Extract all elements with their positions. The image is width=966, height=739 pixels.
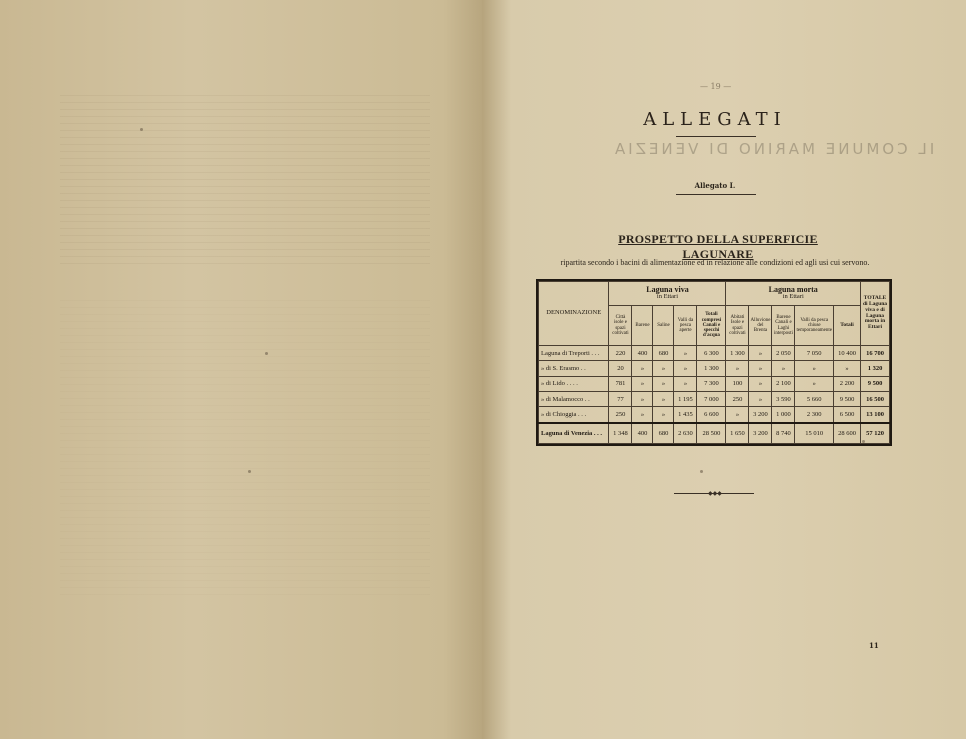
morta-cell: 2 300 [795,407,834,423]
table-row [539,392,890,407]
viva-cell: » [653,361,674,376]
morta-cell: 10 400 [834,346,861,361]
viva-cell: » [653,376,674,391]
table-subheading: ripartita secondo i bacini di alimentazione ed in relazione alle condizioni ed agli usi cui servono. [560,258,870,267]
paper-spot [700,470,703,473]
table-row [539,346,890,361]
morta-cell: 100 [726,376,749,391]
header-col: Totali compresi Canali e specchi d'acqua [697,306,726,346]
total-cell: 1 320 [861,361,890,376]
header-totale: TOTALE di Laguna viva e di Laguna morta in Ettari [861,282,890,346]
morta-cell: » [795,376,834,391]
viva-cell: 680 [653,346,674,361]
table-row [539,361,890,376]
morta-cell: 3 200 [749,423,772,444]
viva-cell: » [632,407,653,423]
viva-cell: » [632,392,653,407]
paper-spot [248,470,251,473]
viva-cell: 6 300 [697,346,726,361]
header-col: Valli da pesca chiuse temporaneamente [795,306,834,346]
table-heading: PROSPETTO DELLA SUPERFICIE LAGUNARE [618,232,818,261]
paper-spot [140,128,143,131]
viva-cell: 6 600 [697,407,726,423]
ornament-center: ◆◆◆ [708,490,722,497]
morta-cell: 2 050 [772,346,795,361]
header-denominazione: DENOMINAZIONE [539,282,609,346]
viva-cell: » [653,392,674,407]
viva-cell: 7 000 [697,392,726,407]
viva-cell: 2 630 [674,423,697,444]
left-page [0,0,482,739]
morta-cell: » [749,376,772,391]
surface-table [536,279,892,446]
total-cell: 13 100 [861,407,890,423]
paper-spot [862,440,865,443]
morta-cell: 15 010 [795,423,834,444]
paper-spot [265,352,268,355]
bleed-through-text [60,95,430,265]
viva-cell: » [674,376,697,391]
viva-cell: 1 348 [609,423,632,444]
viva-cell: 1 435 [674,407,697,423]
viva-cell: 400 [632,346,653,361]
morta-cell: 3 200 [749,407,772,423]
total-cell: 57 120 [861,423,890,444]
total-cell: 16 500 [861,392,890,407]
viva-cell: 28 500 [697,423,726,444]
header-col: Barene Canali e Laghi interposti [772,306,795,346]
header-col: Alluvione del Brenta [749,306,772,346]
page-number: — 19 — [700,82,732,91]
viva-cell: » [674,346,697,361]
morta-cell: 1 300 [726,346,749,361]
morta-cell: » [749,361,772,376]
viva-cell: » [653,407,674,423]
header-laguna-viva: Laguna viva in Ettari [609,282,726,306]
morta-cell: 9 500 [834,392,861,407]
morta-cell: 3 590 [772,392,795,407]
morta-cell: » [834,361,861,376]
page-title: ALLEGATI [643,109,787,130]
header-col: Saline [653,306,674,346]
viva-cell: 680 [653,423,674,444]
attachment-label: Allegato I. [694,181,736,190]
viva-cell: 20 [609,361,632,376]
viva-cell: » [632,376,653,391]
viva-cell: 220 [609,346,632,361]
viva-cell: 400 [632,423,653,444]
morta-cell: » [726,361,749,376]
viva-cell: 1 195 [674,392,697,407]
morta-cell: » [749,392,772,407]
morta-cell: » [726,407,749,423]
table-row [539,407,890,423]
viva-cell: 1 300 [697,361,726,376]
table-total-row [539,423,890,444]
morta-cell: 1 650 [726,423,749,444]
title-rule [676,136,756,137]
header-col: Valli da pesca aperte [674,306,697,346]
header-col: Città isole e spazi coltivati [609,306,632,346]
morta-cell: 2 200 [834,376,861,391]
row-name: » di Lido . . . . [539,376,609,391]
row-name: Laguna di Venezia . . . [539,423,609,444]
morta-cell: 2 100 [772,376,795,391]
total-cell: 9 500 [861,376,890,391]
morta-cell: 6 500 [834,407,861,423]
bleed-through-heading: IL COMUNE MARINO DI VENEZIA [612,140,935,158]
viva-cell: 77 [609,392,632,407]
header-col: Totali [834,306,861,346]
row-name: » di S. Erasmo . . [539,361,609,376]
morta-cell: 7 050 [795,346,834,361]
morta-cell: 5 660 [795,392,834,407]
row-name: » di Chioggia . . . [539,407,609,423]
morta-cell: 28 600 [834,423,861,444]
attachment-rule [676,194,756,195]
morta-cell: 250 [726,392,749,407]
table-row [539,376,890,391]
morta-cell: 1 000 [772,407,795,423]
folio-number: 11 [869,641,879,650]
viva-cell: » [632,361,653,376]
total-cell: 16 700 [861,346,890,361]
morta-cell: 8 740 [772,423,795,444]
morta-cell: » [749,346,772,361]
viva-cell: 250 [609,407,632,423]
viva-cell: 781 [609,376,632,391]
row-name: Laguna di Treporti . . . [539,346,609,361]
header-laguna-morta: Laguna morta in Ettari [726,282,861,306]
viva-cell: » [674,361,697,376]
header-col: Abitati Isole e spazi coltivati [726,306,749,346]
header-col: Barene [632,306,653,346]
row-name: » di Malamocco . . [539,392,609,407]
viva-cell: 7 300 [697,376,726,391]
morta-cell: » [772,361,795,376]
morta-cell: » [795,361,834,376]
bleed-through-text-lower [60,300,430,600]
